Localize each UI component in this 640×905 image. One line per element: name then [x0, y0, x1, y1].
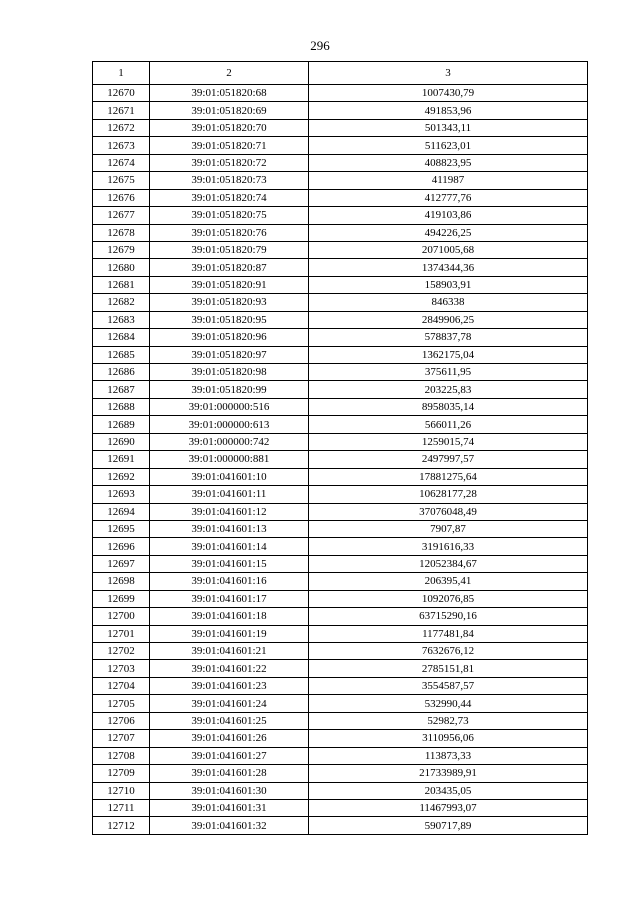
cadastral-number-cell: 39:01:041601:11 — [150, 486, 309, 503]
cadastral-number-cell: 39:01:041601:16 — [150, 573, 309, 590]
cadastral-number-cell: 39:01:041601:31 — [150, 799, 309, 816]
table-row — [93, 311, 588, 328]
table-row — [93, 416, 588, 433]
table-row — [93, 294, 588, 311]
cadastral-number-cell: 39:01:041601:15 — [150, 555, 309, 572]
row-number-cell: 12691 — [93, 451, 150, 468]
cadastral-number-cell: 39:01:051820:72 — [150, 154, 309, 171]
row-number-cell: 12680 — [93, 259, 150, 276]
row-number-cell: 12682 — [93, 294, 150, 311]
row-number-cell: 12710 — [93, 782, 150, 799]
table-row — [93, 207, 588, 224]
row-number-cell: 12671 — [93, 102, 150, 119]
row-number-cell: 12698 — [93, 573, 150, 590]
table-row — [93, 381, 588, 398]
row-number-cell: 12692 — [93, 468, 150, 485]
table-row — [93, 573, 588, 590]
cadastral-number-cell: 39:01:051820:91 — [150, 276, 309, 293]
value-cell: 52982,73 — [309, 712, 588, 729]
cadastral-number-cell: 39:01:051820:73 — [150, 172, 309, 189]
row-number-cell: 12676 — [93, 189, 150, 206]
row-number-cell: 12694 — [93, 503, 150, 520]
value-cell: 419103,86 — [309, 207, 588, 224]
row-number-cell: 12696 — [93, 538, 150, 555]
value-cell: 1374344,36 — [309, 259, 588, 276]
table-row — [93, 241, 588, 258]
row-number-cell: 12681 — [93, 276, 150, 293]
cadastral-number-cell: 39:01:041601:17 — [150, 590, 309, 607]
value-cell: 7907,87 — [309, 520, 588, 537]
row-number-cell: 12678 — [93, 224, 150, 241]
row-number-cell: 12712 — [93, 817, 150, 834]
value-cell: 494226,25 — [309, 224, 588, 241]
value-cell: 158903,91 — [309, 276, 588, 293]
value-cell: 203435,05 — [309, 782, 588, 799]
table-row — [93, 765, 588, 782]
cadastral-number-cell: 39:01:000000:516 — [150, 398, 309, 415]
value-cell: 37076048,49 — [309, 503, 588, 520]
value-cell: 3110956,06 — [309, 730, 588, 747]
row-number-cell: 12697 — [93, 555, 150, 572]
table-row — [93, 643, 588, 660]
table-header-row — [93, 62, 588, 85]
cadastral-number-cell: 39:01:041601:13 — [150, 520, 309, 537]
value-cell: 411987 — [309, 172, 588, 189]
table-row — [93, 503, 588, 520]
table-row — [93, 329, 588, 346]
table-row — [93, 695, 588, 712]
cadastral-number-cell: 39:01:051820:68 — [150, 85, 309, 102]
header-cell-3: 3 — [309, 62, 588, 85]
row-number-cell: 12711 — [93, 799, 150, 816]
row-number-cell: 12708 — [93, 747, 150, 764]
value-cell: 1177481,84 — [309, 625, 588, 642]
cadastral-number-cell: 39:01:051820:69 — [150, 102, 309, 119]
cadastral-number-cell: 39:01:051820:99 — [150, 381, 309, 398]
cadastral-number-cell: 39:01:051820:71 — [150, 137, 309, 154]
row-number-cell: 12685 — [93, 346, 150, 363]
cadastral-number-cell: 39:01:000000:881 — [150, 451, 309, 468]
cadastral-number-cell: 39:01:051820:97 — [150, 346, 309, 363]
value-cell: 17881275,64 — [309, 468, 588, 485]
value-cell: 846338 — [309, 294, 588, 311]
value-cell: 375611,95 — [309, 364, 588, 381]
table-row — [93, 712, 588, 729]
table-row — [93, 137, 588, 154]
row-number-cell: 12686 — [93, 364, 150, 381]
cadastral-number-cell: 39:01:000000:742 — [150, 433, 309, 450]
page-number: 296 — [310, 38, 330, 53]
table-row — [93, 85, 588, 102]
value-cell: 532990,44 — [309, 695, 588, 712]
cadastral-number-cell: 39:01:051820:93 — [150, 294, 309, 311]
value-cell: 3191616,33 — [309, 538, 588, 555]
registry-table — [92, 61, 588, 835]
value-cell: 501343,11 — [309, 119, 588, 136]
table-row — [93, 189, 588, 206]
row-number-cell: 12695 — [93, 520, 150, 537]
row-number-cell: 12699 — [93, 590, 150, 607]
value-cell: 2497997,57 — [309, 451, 588, 468]
row-number-cell: 12705 — [93, 695, 150, 712]
cadastral-number-cell: 39:01:051820:74 — [150, 189, 309, 206]
table-row — [93, 730, 588, 747]
table-row — [93, 119, 588, 136]
header-cell-1: 1 — [93, 62, 150, 85]
value-cell: 491853,96 — [309, 102, 588, 119]
row-number-cell: 12673 — [93, 137, 150, 154]
row-number-cell: 12688 — [93, 398, 150, 415]
value-cell: 10628177,28 — [309, 486, 588, 503]
value-cell: 12052384,67 — [309, 555, 588, 572]
row-number-cell: 12693 — [93, 486, 150, 503]
cadastral-number-cell: 39:01:000000:613 — [150, 416, 309, 433]
value-cell: 8958035,14 — [309, 398, 588, 415]
value-cell: 21733989,91 — [309, 765, 588, 782]
cadastral-number-cell: 39:01:041601:32 — [150, 817, 309, 834]
cadastral-number-cell: 39:01:051820:76 — [150, 224, 309, 241]
cadastral-number-cell: 39:01:051820:70 — [150, 119, 309, 136]
table-row — [93, 625, 588, 642]
row-number-cell: 12670 — [93, 85, 150, 102]
value-cell: 203225,83 — [309, 381, 588, 398]
row-number-cell: 12707 — [93, 730, 150, 747]
cadastral-number-cell: 39:01:041601:25 — [150, 712, 309, 729]
row-number-cell: 12687 — [93, 381, 150, 398]
table-row — [93, 677, 588, 694]
table-row — [93, 555, 588, 572]
value-cell: 566011,26 — [309, 416, 588, 433]
row-number-cell: 12690 — [93, 433, 150, 450]
value-cell: 1092076,85 — [309, 590, 588, 607]
table-row — [93, 172, 588, 189]
cadastral-number-cell: 39:01:041601:19 — [150, 625, 309, 642]
cadastral-number-cell: 39:01:041601:24 — [150, 695, 309, 712]
cadastral-number-cell: 39:01:051820:75 — [150, 207, 309, 224]
table-row — [93, 747, 588, 764]
cadastral-number-cell: 39:01:041601:27 — [150, 747, 309, 764]
cadastral-number-cell: 39:01:041601:10 — [150, 468, 309, 485]
table-row — [93, 276, 588, 293]
value-cell: 7632676,12 — [309, 643, 588, 660]
row-number-cell: 12684 — [93, 329, 150, 346]
cadastral-number-cell: 39:01:041601:18 — [150, 608, 309, 625]
table-row — [93, 486, 588, 503]
value-cell: 590717,89 — [309, 817, 588, 834]
cadastral-number-cell: 39:01:051820:79 — [150, 241, 309, 258]
row-number-cell: 12689 — [93, 416, 150, 433]
row-number-cell: 12709 — [93, 765, 150, 782]
table-row — [93, 817, 588, 834]
header-cell-2: 2 — [150, 62, 309, 85]
cadastral-number-cell: 39:01:051820:95 — [150, 311, 309, 328]
table-row — [93, 346, 588, 363]
value-cell: 511623,01 — [309, 137, 588, 154]
row-number-cell: 12674 — [93, 154, 150, 171]
table-row — [93, 259, 588, 276]
value-cell: 1007430,79 — [309, 85, 588, 102]
cadastral-number-cell: 39:01:041601:12 — [150, 503, 309, 520]
row-number-cell: 12677 — [93, 207, 150, 224]
cadastral-number-cell: 39:01:041601:26 — [150, 730, 309, 747]
table-row — [93, 451, 588, 468]
row-number-cell: 12683 — [93, 311, 150, 328]
cadastral-number-cell: 39:01:041601:14 — [150, 538, 309, 555]
table-row — [93, 364, 588, 381]
table-row — [93, 154, 588, 171]
value-cell: 1259015,74 — [309, 433, 588, 450]
cadastral-number-cell: 39:01:041601:22 — [150, 660, 309, 677]
cadastral-number-cell: 39:01:051820:87 — [150, 259, 309, 276]
row-number-cell: 12704 — [93, 677, 150, 694]
table-row — [93, 398, 588, 415]
row-number-cell: 12701 — [93, 625, 150, 642]
row-number-cell: 12702 — [93, 643, 150, 660]
cadastral-number-cell: 39:01:051820:96 — [150, 329, 309, 346]
row-number-cell: 12672 — [93, 119, 150, 136]
table-row — [93, 102, 588, 119]
table-row — [93, 468, 588, 485]
table-row — [93, 782, 588, 799]
cadastral-number-cell: 39:01:041601:30 — [150, 782, 309, 799]
value-cell: 2849906,25 — [309, 311, 588, 328]
value-cell: 113873,33 — [309, 747, 588, 764]
cadastral-number-cell: 39:01:051820:98 — [150, 364, 309, 381]
table-row — [93, 608, 588, 625]
row-number-cell: 12703 — [93, 660, 150, 677]
value-cell: 408823,95 — [309, 154, 588, 171]
table-row — [93, 538, 588, 555]
table-row — [93, 520, 588, 537]
cadastral-number-cell: 39:01:041601:21 — [150, 643, 309, 660]
value-cell: 412777,76 — [309, 189, 588, 206]
row-number-cell: 12700 — [93, 608, 150, 625]
table-row — [93, 590, 588, 607]
table-row — [93, 660, 588, 677]
table-body — [93, 85, 588, 835]
value-cell: 2785151,81 — [309, 660, 588, 677]
table-row — [93, 433, 588, 450]
value-cell: 11467993,07 — [309, 799, 588, 816]
cadastral-number-cell: 39:01:041601:23 — [150, 677, 309, 694]
value-cell: 1362175,04 — [309, 346, 588, 363]
row-number-cell: 12675 — [93, 172, 150, 189]
value-cell: 63715290,16 — [309, 608, 588, 625]
cadastral-number-cell: 39:01:041601:28 — [150, 765, 309, 782]
value-cell: 206395,41 — [309, 573, 588, 590]
value-cell: 578837,78 — [309, 329, 588, 346]
value-cell: 3554587,57 — [309, 677, 588, 694]
table-row — [93, 224, 588, 241]
row-number-cell: 12706 — [93, 712, 150, 729]
row-number-cell: 12679 — [93, 241, 150, 258]
value-cell: 2071005,68 — [309, 241, 588, 258]
table-row — [93, 799, 588, 816]
